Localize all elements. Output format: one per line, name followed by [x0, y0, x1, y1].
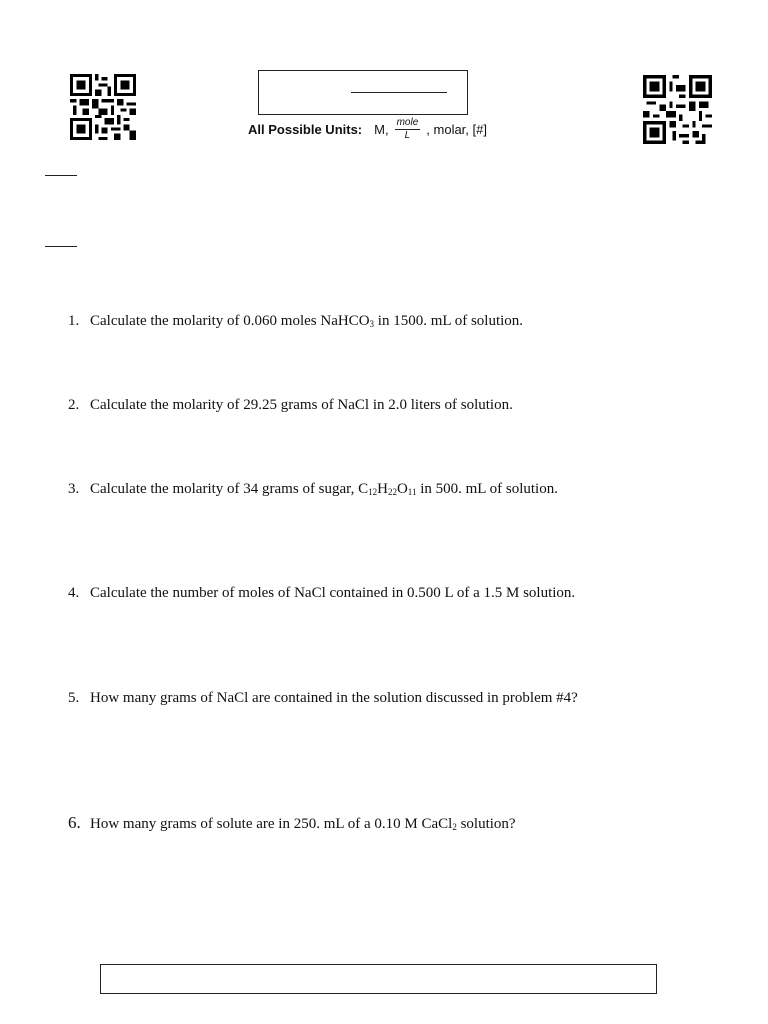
question-number: 2. [68, 397, 80, 413]
question-number: 4. [68, 585, 80, 601]
question-number: 6. [68, 813, 81, 832]
unit-rest: , molar, [#] [426, 122, 487, 137]
unit-fraction-numerator: mole [396, 117, 419, 128]
question-text: Calculate the molarity of 34 grams of sugar, C [90, 481, 369, 497]
question-6 [68, 813, 516, 833]
qr-code-right [643, 75, 712, 144]
subscript: 11 [407, 487, 417, 497]
units-label: All Possible Units: [248, 122, 363, 137]
answer-box[interactable] [100, 964, 657, 994]
question-text: Calculate the number of moles of NaCl contained in 0.500 L of a 1.5 M solution. [90, 585, 576, 601]
question-text-end: in 500. mL of solution. [416, 481, 558, 497]
subscript: 22 [387, 487, 397, 497]
question-2 [68, 397, 513, 414]
subscript: 3 [369, 319, 375, 329]
blank-line-1[interactable] [45, 175, 77, 176]
formula-part: O [396, 481, 408, 497]
question-text: Calculate the molarity of 29.25 grams of NaCl in 2.0 liters of solution. [90, 397, 513, 413]
question-text-end: in 1500. mL of solution. [374, 313, 524, 329]
question-text: How many grams of NaCl are contained in the solution discussed in problem #4? [90, 690, 578, 706]
question-3 [68, 481, 558, 498]
question-1 [68, 313, 523, 330]
qr-code-left [70, 74, 136, 140]
question-number: 3. [68, 481, 80, 497]
subscript: 2 [452, 822, 457, 832]
possible-units [248, 118, 487, 141]
question-text: How many grams of solute are in 250. mL of a 0.10 M CaCl [90, 816, 453, 832]
title-underline [351, 92, 447, 93]
title-box[interactable] [258, 70, 468, 115]
unit-m: M, [374, 122, 389, 137]
blank-line-2[interactable] [45, 246, 77, 247]
question-4 [68, 585, 575, 602]
question-text-end: solution? [456, 816, 516, 832]
question-5 [68, 690, 578, 707]
subscript: 12 [368, 487, 378, 497]
unit-fraction [395, 118, 421, 141]
formula-part: H [377, 481, 388, 497]
question-number: 1. [68, 313, 80, 329]
question-text: Calculate the molarity of 0.060 moles NaHCO [90, 313, 370, 329]
unit-fraction-denominator: L [404, 130, 411, 141]
question-number: 5. [68, 690, 80, 706]
